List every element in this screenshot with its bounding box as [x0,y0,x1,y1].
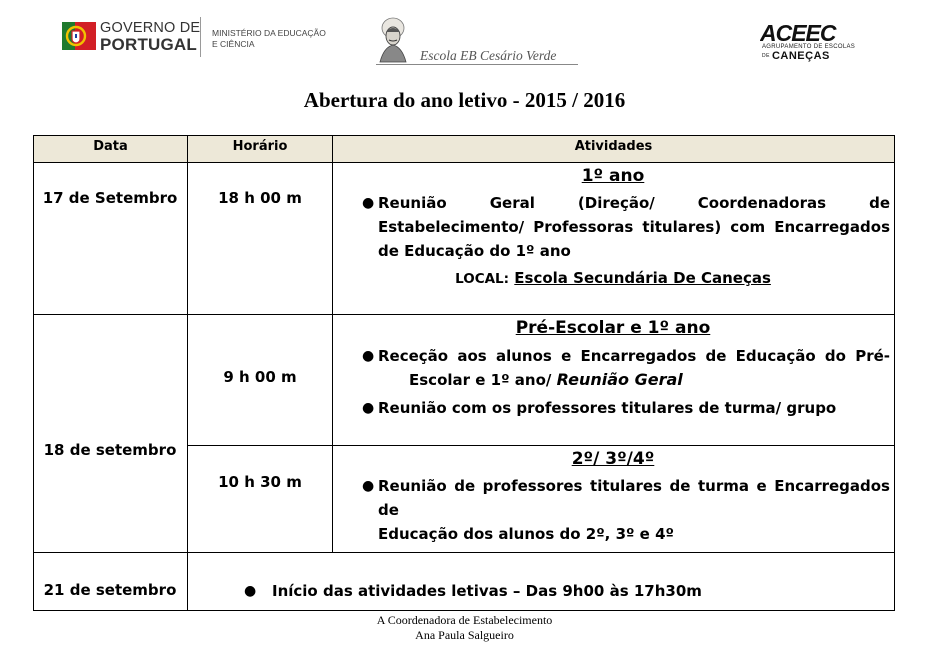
row1-location [333,266,893,291]
row1-separator [33,314,895,315]
row2-date: 18 de setembro [43,441,177,459]
row2b-bullet-line2: Educação dos alunos do 2º, 3º e 4º [378,525,674,543]
school-portrait-icon [372,14,414,64]
table-border-right [894,135,895,611]
row3-activity: Início das atividades letivas – Das 9h00 às 17h30m [272,582,702,600]
row1-bullet-line2: Estabelecimento/ Professoras titulares) com Encarregados [378,218,890,236]
page-title: Abertura do ano letivo - 2015 / 2016 [303,88,626,112]
row2a-bullet1 [362,344,890,392]
government-line1: GOVERNO DE [100,20,201,36]
school-name-underline [376,64,578,65]
bullet-icon: ● [362,348,375,364]
footer-role: A Coordenadora de Estabelecimento [376,613,553,627]
row1-date: 17 de Setembro [42,189,178,207]
bullet-icon: ● [362,195,375,211]
header-activities: Atividades [333,136,894,162]
header-time: Horário [188,136,332,162]
grouping-town-name: CANEÇAS [771,50,830,62]
bullet-icon: ● [244,583,257,599]
row1-bullet-line3: de Educação do 1º ano [378,242,571,260]
table-border-bottom [33,610,895,611]
schedule-table [33,135,895,611]
row2a-section-title: Pré-Escolar e 1º ano [515,318,711,338]
school-grouping-logo [760,22,848,44]
location-value: Escola Secundária De Caneças [514,269,771,287]
government-line2: PORTUGAL [100,35,197,54]
row2a-bullet1-text: Escolar e 1º ano/ [409,371,552,389]
table-border-top [33,135,895,136]
ministry-line1: MINISTÉRIO DA EDUCAÇÃO [212,28,326,38]
row2a-bullet1-emphasis: Reunião Geral [556,370,683,389]
row2-separator [33,552,895,553]
svg-text:ACEEC: ACEEC [760,22,836,44]
ministry-line2: E CIÊNCIA [212,39,255,49]
grouping-town [762,50,830,62]
header-separator [33,162,895,163]
row2b-time: 10 h 30 m [218,473,302,491]
row1-time: 18 h 00 m [218,189,302,207]
row2a-time: 9 h 00 m [223,368,297,386]
row3-bullet [244,579,884,603]
bullet-icon: ● [362,400,375,416]
row2a-bullet1-line1: Receção aos alunos e Encarregados de Educação do Pré- [378,347,890,365]
row2a-bullet2-text: Reunião com os professores titulares de turma/ grupo [378,399,837,417]
grouping-subtitle: AGRUPAMENTO DE ESCOLAS [762,44,856,50]
portugal-armillary-icon [62,16,96,56]
row2b-bullet-line1: Reunião de professores titulares de turma e Encarregados de [378,477,890,519]
row2b-bullet [362,474,890,546]
header-date: Data [34,136,187,162]
row2-inner-separator [188,445,895,446]
row3-date: 21 de setembro [43,581,177,599]
row1-bullet [362,191,890,263]
row2b-section-title: 2º/ 3º/4º [571,449,655,469]
row2a-bullet2 [362,396,890,420]
time-column-border [332,135,333,553]
row1-bullet-line1: Reunião Geral (Direção/ Coordenadoras de [378,194,890,212]
grouping-town-prefix: DE [762,53,770,59]
bullet-icon: ● [362,478,375,494]
school-name: Escola EB Cesário Verde [420,48,557,63]
footer-name: Ana Paula Salgueiro [415,628,514,642]
logo-divider [200,17,201,57]
row2a-bullet1-line2 [378,368,890,392]
location-label: LOCAL: [455,271,510,287]
row1-section-title: 1º ano [581,166,645,186]
